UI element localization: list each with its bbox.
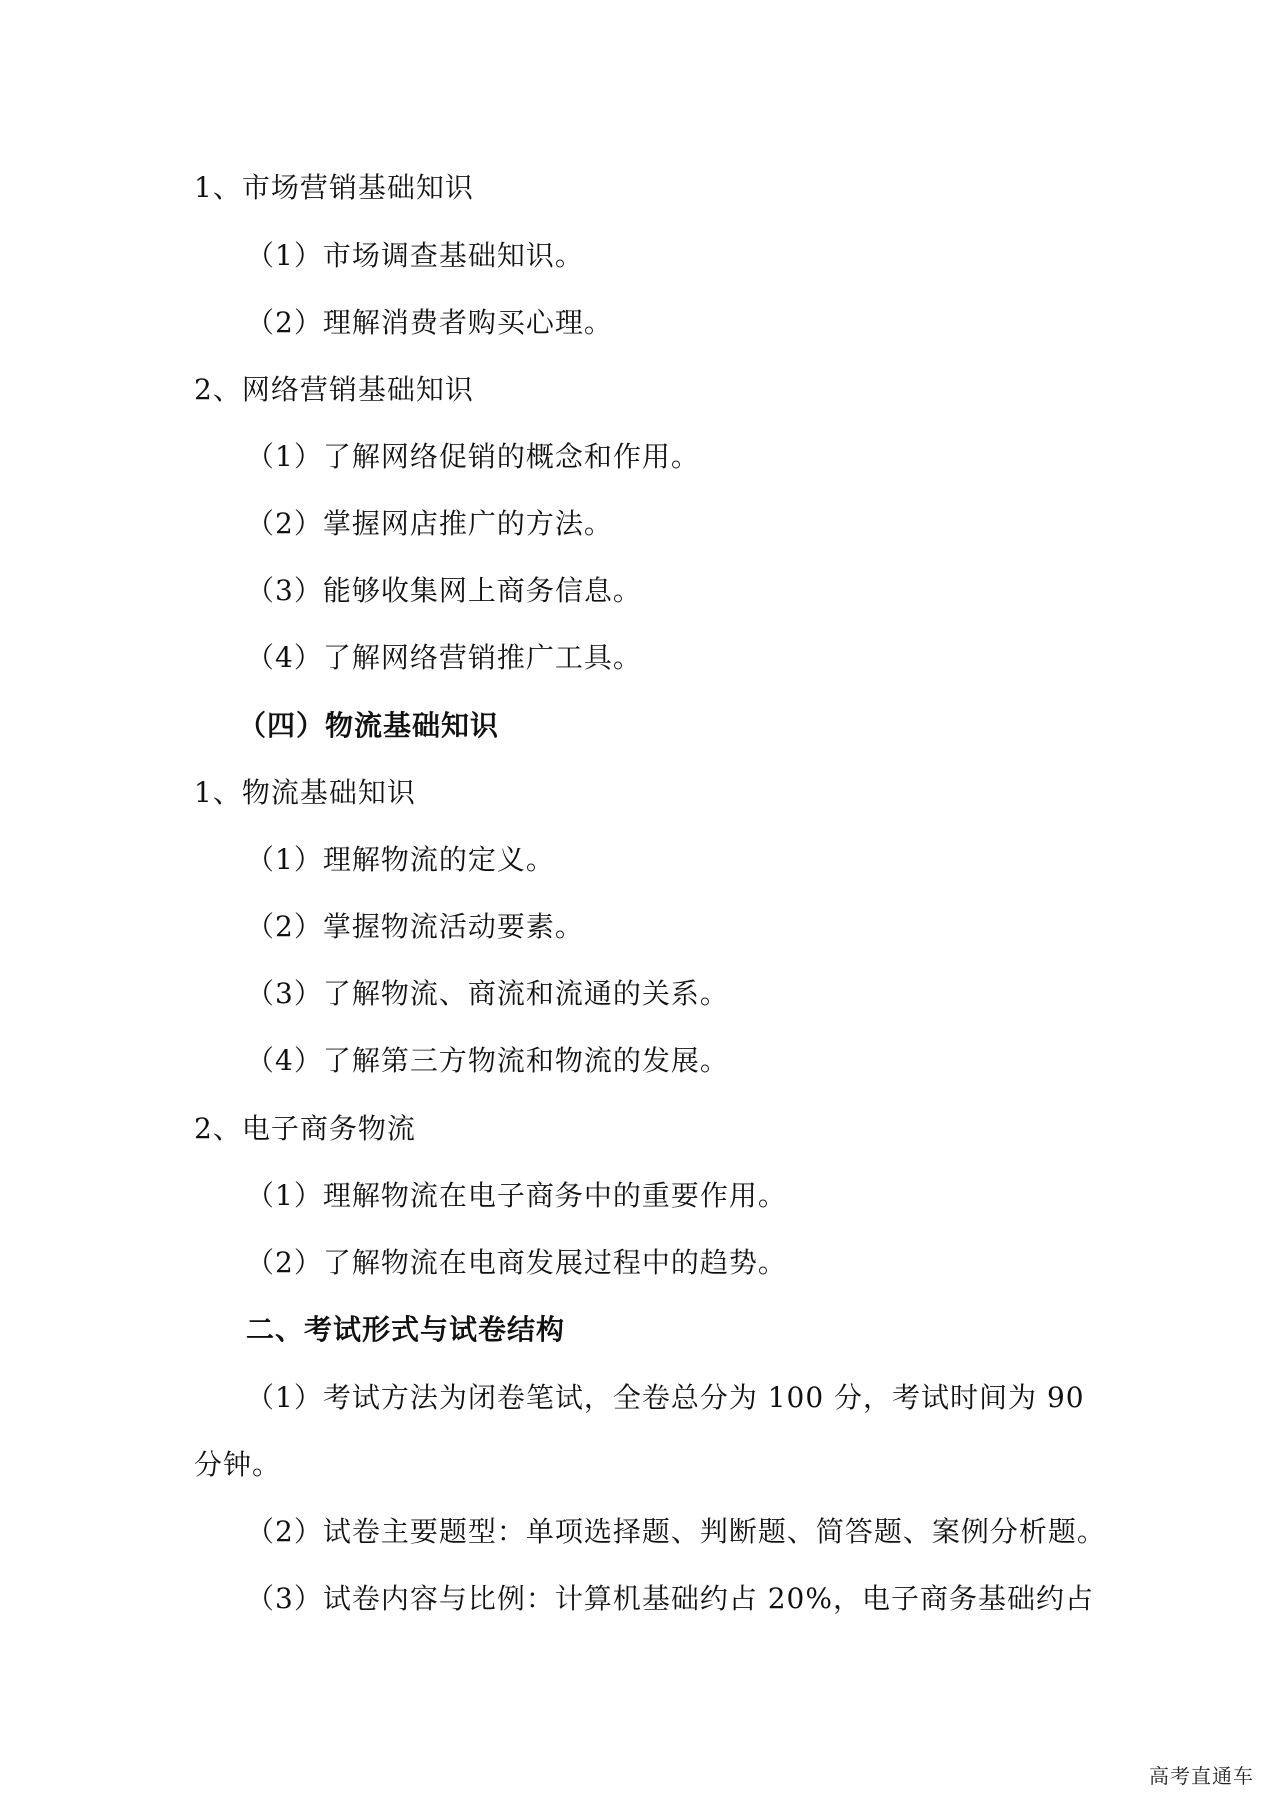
- list-item: （1）理解物流的定义。: [246, 843, 555, 876]
- exam-paragraph-2: （2）试卷主要题型：单项选择题、判断题、简答题、案例分析题。: [246, 1515, 1106, 1548]
- list-item: （2）理解消费者购买心理。: [246, 306, 613, 339]
- list-item: （1）市场调查基础知识。: [246, 239, 584, 272]
- list-item: （1）理解物流在电子商务中的重要作用。: [246, 1179, 787, 1212]
- list-item: （2）了解物流在电商发展过程中的趋势。: [246, 1246, 787, 1279]
- section-heading-logistics: （四）物流基础知识: [238, 709, 500, 742]
- exam-paragraph-3: （3）试卷内容与比例：计算机基础约占 20%，电子商务基础约占: [246, 1582, 1094, 1615]
- exam-paragraph-1-line-2: 分钟。: [194, 1448, 282, 1481]
- list-item: （4）了解第三方物流和物流的发展。: [246, 1044, 729, 1077]
- exam-paragraph-1-line-1: （1）考试方法为闭卷笔试，全卷总分为 100 分，考试时间为 90: [246, 1381, 1085, 1414]
- list-item: （3）了解物流、商流和流通的关系。: [246, 977, 729, 1010]
- list-item: （1）了解网络促销的概念和作用。: [246, 440, 700, 473]
- item-title-ecommerce-logistics: 2、电子商务物流: [194, 1112, 416, 1145]
- section-heading-exam: 二、考试形式与试卷结构: [246, 1313, 566, 1346]
- list-item: （2）掌握物流活动要素。: [246, 910, 584, 943]
- list-item: （3）能够收集网上商务信息。: [246, 574, 642, 607]
- list-item: （2）掌握网店推广的方法。: [246, 507, 613, 540]
- watermark: 高考直通车: [1149, 1764, 1254, 1788]
- item-title-online-marketing: 2、网络营销基础知识: [194, 373, 474, 406]
- item-title-marketing: 1、市场营销基础知识: [194, 171, 474, 204]
- list-item: （4）了解网络营销推广工具。: [246, 641, 642, 674]
- item-title-logistics-basics: 1、物流基础知识: [194, 776, 416, 809]
